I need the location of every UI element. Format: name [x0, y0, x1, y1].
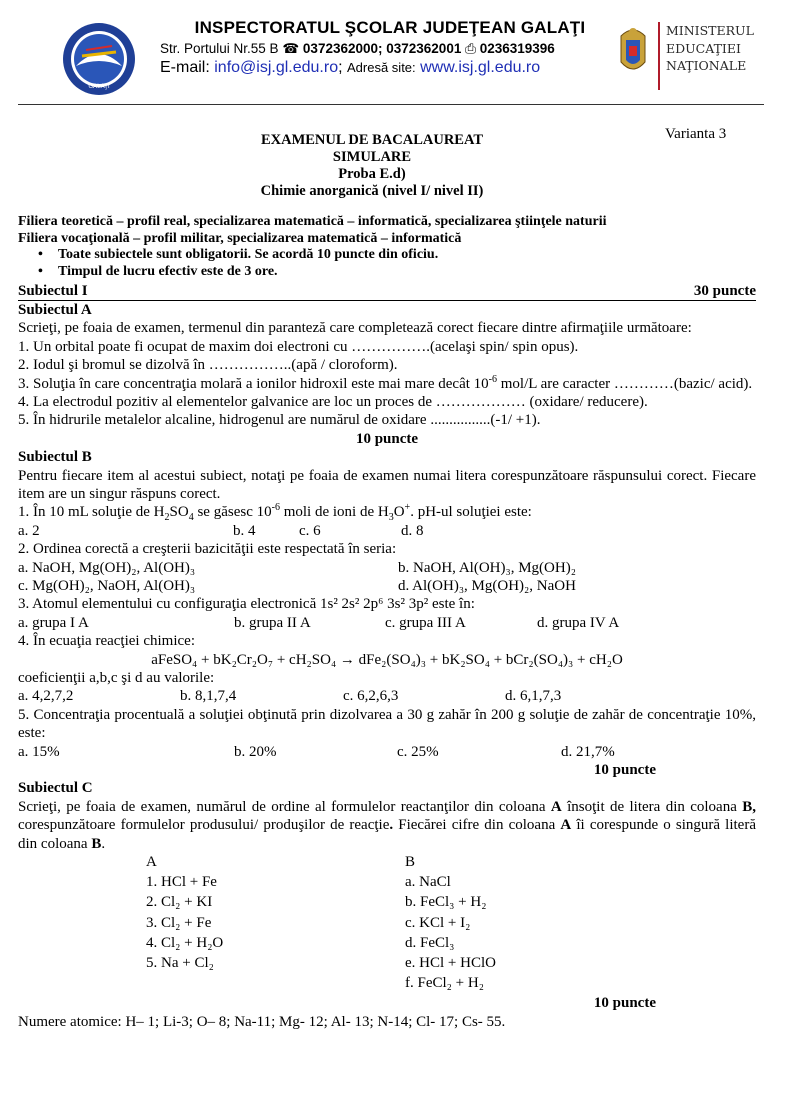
subiectul-b-instructions: Pentru fiecare item al acestui subiect, notaţi pe foaia de examen numai litera corespunzătoare răspunsului corect. Fiecare item are un singur răspuns corect. — [18, 467, 756, 503]
fax-icon: ⎙ — [465, 41, 476, 56]
telephone-icon: ☎ — [282, 41, 300, 56]
header-rule — [18, 104, 764, 105]
atomic-numbers: Numere atomice: H– 1; Li-3; O– 8; Na-11; Mg- 12; Al- 13; N-14; Cl- 17; Cs- 55. — [18, 1013, 506, 1030]
subiectul-a-instructions: Scrieţi, pe foaia de examen, termenul din paranteză care completează corect fiecare dintre afirmaţiile următoare: — [18, 320, 692, 337]
general-instructions: • Toate subiectele sunt obligatorii. Se acordă 10 puncte din oficiu. • Timpul de lucru efectiv este de 3 ore. — [18, 247, 756, 280]
item-b5-options: a. 15% b. 20% c. 25% d. 21,7% — [18, 743, 615, 760]
columns-header: A B — [146, 854, 416, 871]
variant-label: Varianta 3 — [665, 126, 727, 142]
item-b3: 3. Atomul elementului cu configuraţia electronică 1s² 2s² 2p⁶ 3s² 3p² este în: — [18, 596, 475, 613]
item-b3-options: a. grupa I A b. grupa II A c. grupa III A d. grupa IV A — [18, 614, 620, 631]
isj-galati-logo — [62, 22, 136, 96]
item-a3: 3. Soluţia în care concentraţia molară a ionilor hidroxil este mai mare decât $10^{-6}$ mol/L are caracter …………(bazic/ acid). — [18, 373, 753, 392]
letterhead — [0, 0, 800, 110]
subiectul-i-heading: Subiectul I 30 puncte — [18, 283, 756, 299]
columns-row-3: 3. Cl₂ + Fe c. KCl + I₂ — [146, 914, 471, 931]
svg-text:GALAŢI: GALAŢI — [88, 83, 110, 90]
contact-address: Str. Portului Nr.55 B ☎ 0372362000; 0372362001 ⎙ 0236319396 — [160, 41, 555, 56]
columns-row-2: 2. Cl₂ + KI b. FeCl₃ + H₂ — [146, 894, 487, 911]
subiectul-c-points: 10 puncte — [593, 995, 656, 1012]
item-b1-options: a. 2 b. 4 c. 6 d. 8 — [18, 522, 424, 539]
contact-web: E-mail: info@isj.gl.edu.ro; Adresă site: www.isj.gl.edu.ro — [160, 59, 541, 76]
subiectul-a-points: 10 puncte — [355, 430, 419, 447]
item-b2: 2. Ordinea corectă a creşterii bazicităţii este respectată în seria: — [18, 541, 397, 558]
inspectorate-title: INSPECTORATUL ŞCOLAR JUDEŢEAN GALAŢI — [194, 18, 586, 37]
item-b2-options-1: a. NaOH, Mg(OH)₂, Al(OH)₃ b. NaOH, Al(OH)₃, Mg(OH)₂ — [18, 559, 576, 576]
columns-row-1: 1. HCl + Fe a. NaCl — [146, 874, 451, 891]
item-b4-tail: coeficienţii a,b,c şi d au valorile: — [18, 670, 215, 687]
item-a5: 5. În hidrurile metalelor alcaline, hidrogenul are numărul de oxidare ................(-1/ +1). — [18, 412, 541, 429]
filiera-list: Filiera teoretică – profil real, specializarea matematică – informatică, specializarea ştiinţele naturii Filiera vocaţională – profil militar, specializarea matematică – informatică — [18, 214, 607, 246]
ministry-name: MINISTERUL EDUCAŢIEI NAŢIONALE — [666, 23, 754, 73]
item-b4: 4. În ecuaţia reacţiei chimice: — [18, 633, 195, 650]
subiectul-a-title: Subiectul A — [18, 302, 92, 318]
email-link[interactable]: info@isj.gl.edu.ro — [214, 59, 339, 76]
ministry-divider — [658, 22, 660, 90]
item-b5: 5. Concentraţia procentuală a soluţiei obţinută prin dizolvarea a 30 g zahăr în 200 g soluţie de zahăr de concentraţie 10%, este: — [18, 706, 756, 742]
subiectul-b-title: Subiectul B — [18, 449, 92, 466]
subiectul-c-instructions: Scrieţi, pe foaia de examen, numărul de ordine al formulelor reactanţilor din coloana A însoţit de litera din coloana B, corespunzătoare formulelor produsului/ produşilor de reacţie. Fiecărei cifre din coloana A îi corespunde o singură literă din coloana B. — [18, 798, 757, 852]
subiectul-b-points: 10 puncte — [593, 762, 656, 779]
columns-row-5: 5. Na + Cl₂ e. HCl + HClO — [146, 955, 496, 972]
item-b2-options-2: c. Mg(OH)₂, NaOH, Al(OH)₃ d. Al(OH)₃, Mg(OH)₂, NaOH — [18, 578, 576, 595]
columns-row-6: f. FeCl₂ + H₂ — [405, 975, 484, 992]
website-link[interactable]: www.isj.gl.edu.ro — [420, 59, 541, 76]
item-b1: 1. În 10 mL soluţie de $H_2SO_4$ se găsesc $10^{-6}$ moli de ioni de $H_3O^+$. pH-ul soluţiei este: — [18, 502, 532, 524]
coat-of-arms-icon — [613, 22, 653, 82]
item-a4: 4. La electrodul pozitiv al elementelor galvanice are loc un proces de ……………… (oxidare/ reducere). — [18, 394, 648, 411]
exam-body — [18, 122, 756, 1031]
item-a1: 1. Un orbital poate fi ocupat de maxim doi electroni cu …………….(acelaşi spin/ spin opus). — [18, 338, 579, 355]
exam-heading: EXAMENUL DE BACALAUREAT SIMULARE Proba E.d) Chimie anorganică (nivel I/ nivel II) — [260, 132, 484, 199]
item-b4-options: a. 4,2,7,2 b. 8,1,7,4 c. 6,2,6,3 d. 6,1,7,3 — [18, 688, 562, 705]
item-a2: 2. Iodul şi bromul se dizolvă în ……………..(apă / cloroform). — [18, 357, 398, 374]
item-b4-equation: aFeSO₄ + bK₂Cr₂O₇ + cH₂SO₄ → dFe₂(SO₄)₃ + bK₂SO₄ + bCr₂(SO₄)₃ + cH₂O — [151, 651, 623, 668]
subiectul-c-title: Subiectul C — [18, 780, 93, 797]
columns-row-4: 4. Cl₂ + H₂O d. FeCl₃ — [146, 934, 455, 951]
